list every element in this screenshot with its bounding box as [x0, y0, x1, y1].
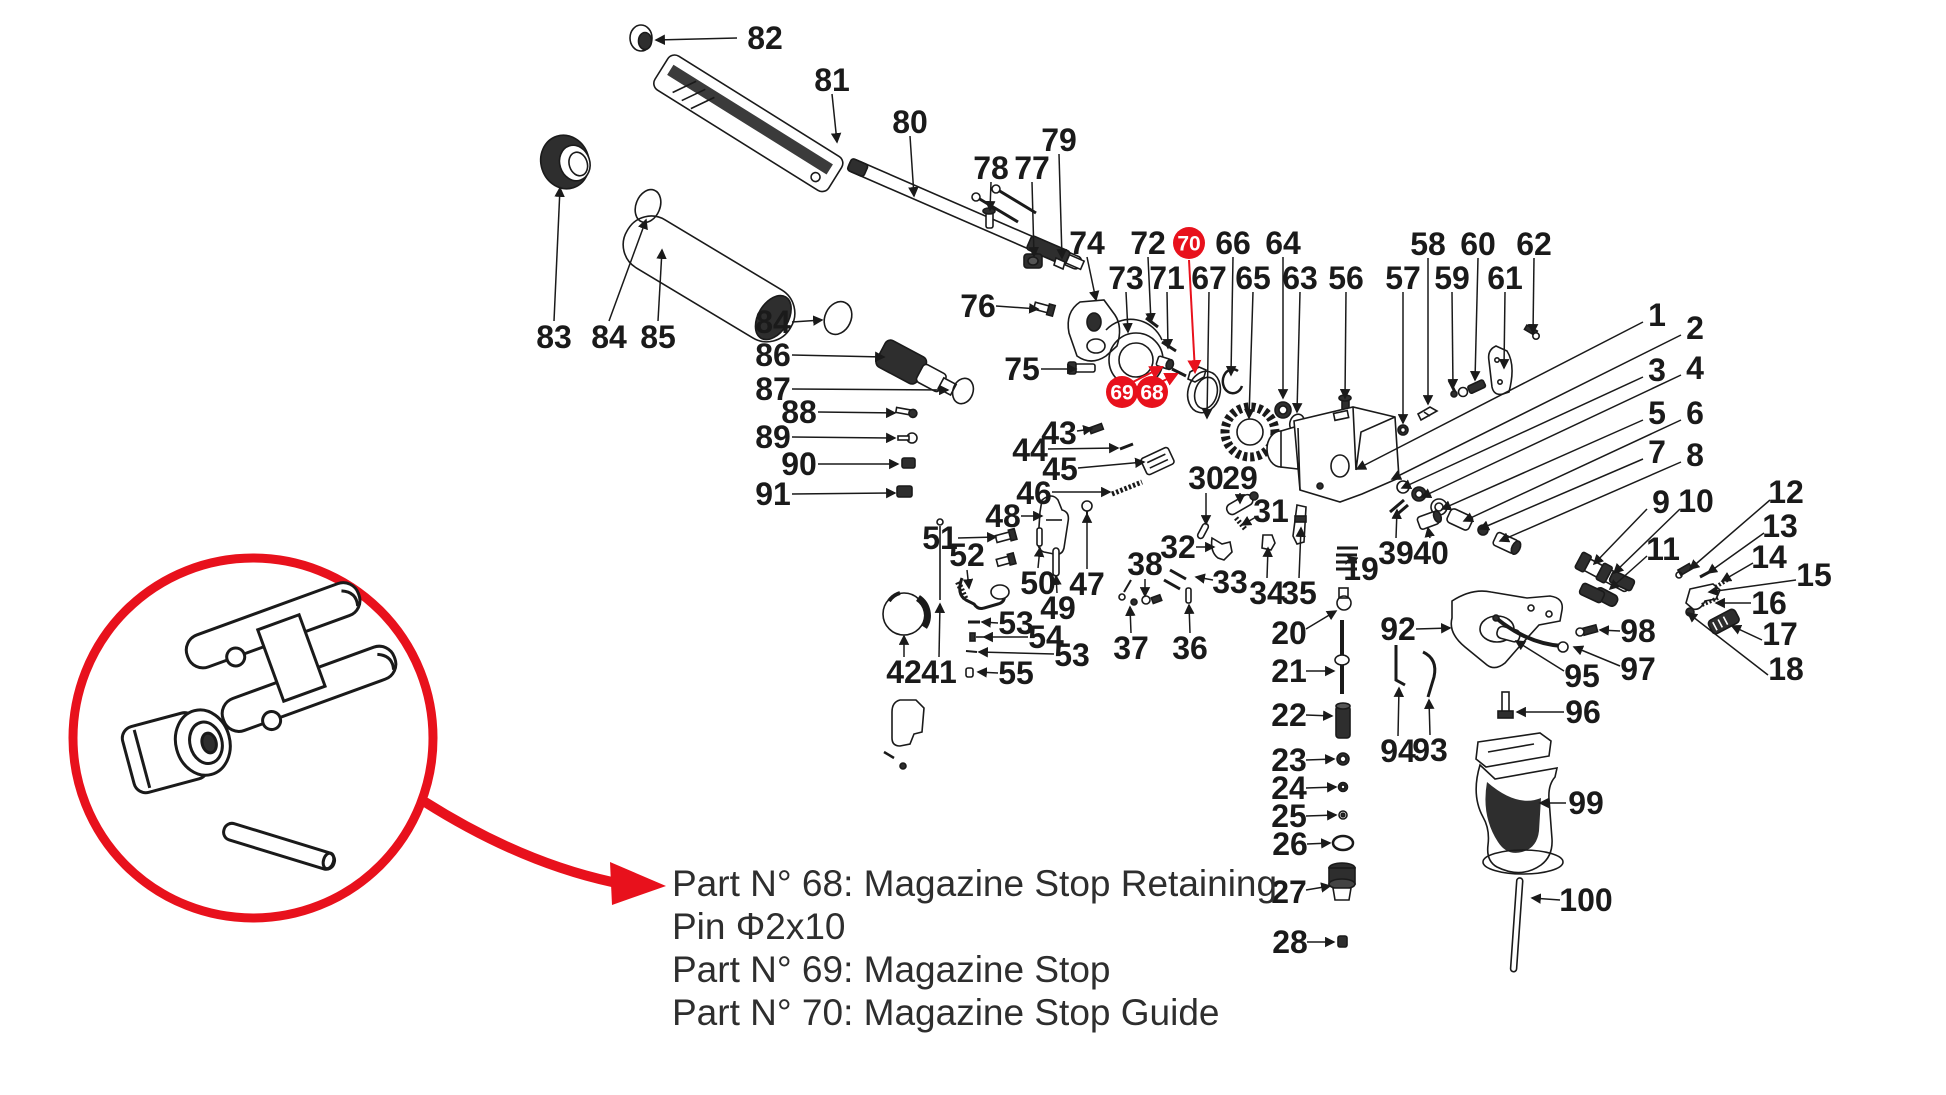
part-label-97: 97: [1620, 651, 1656, 687]
part-label-21: 21: [1271, 653, 1307, 689]
part-label-95: 95: [1564, 658, 1600, 694]
part-label-9: 9: [1652, 484, 1670, 520]
leader-line-81: [832, 94, 837, 142]
part-label-6: 6: [1686, 395, 1704, 431]
part-label-62: 62: [1516, 226, 1552, 262]
part-label-80: 80: [892, 104, 928, 140]
valve-column-drawing: [1329, 548, 1358, 947]
part-label-19: 19: [1343, 551, 1379, 587]
part-label-85: 85: [640, 319, 676, 355]
part-label-78: 78: [973, 150, 1009, 186]
part-label-63: 63: [1282, 260, 1318, 296]
part-label-17: 17: [1762, 616, 1798, 652]
leader-line-98: [1600, 630, 1620, 631]
part-label-12: 12: [1768, 474, 1804, 510]
leader-line-79: [1059, 154, 1062, 258]
grip-drawing: [1476, 733, 1563, 972]
leader-line-65: [1249, 292, 1253, 418]
part-label-51: 51: [922, 520, 958, 556]
leader-line-100: [1532, 898, 1560, 900]
part-label-37: 37: [1113, 630, 1149, 666]
part-label-53: 53: [998, 605, 1034, 641]
leader-line-56: [1345, 292, 1346, 398]
part-label-50: 50: [1020, 565, 1056, 601]
leader-line-86: [792, 355, 884, 357]
part-label-7: 7: [1648, 434, 1666, 470]
part-label-66: 66: [1215, 225, 1251, 261]
leader-line-62: [1533, 258, 1534, 333]
leader-line-93: [1429, 700, 1430, 735]
leader-line-60: [1475, 258, 1478, 380]
leader-line-67: [1207, 292, 1209, 418]
part-label-52: 52: [949, 537, 985, 573]
callout-arrow-tail: [425, 802, 612, 882]
part-label-53: 53: [1054, 637, 1090, 673]
part-label-13: 13: [1762, 508, 1798, 544]
part-label-43: 43: [1041, 415, 1077, 451]
leader-line-41: [939, 604, 940, 657]
leader-line-45: [1078, 462, 1144, 468]
leader-line-91: [792, 493, 895, 494]
part-label-42: 42: [886, 654, 922, 690]
highlight-badge-label-70: 70: [1177, 232, 1201, 256]
leader-line-84: [792, 320, 822, 322]
leader-line-14: [1722, 563, 1753, 581]
part-label-76: 76: [960, 288, 996, 324]
part-label-8: 8: [1686, 437, 1704, 473]
part-label-75: 75: [1004, 351, 1040, 387]
parts-artwork: [534, 25, 1741, 972]
part-label-100: 100: [1559, 882, 1613, 918]
leader-line-23: [1306, 759, 1334, 760]
leader-line-71: [1167, 292, 1168, 348]
part-label-27: 27: [1271, 874, 1307, 910]
part-label-35: 35: [1281, 575, 1317, 611]
part-label-61: 61: [1487, 260, 1523, 296]
leader-line-89: [792, 437, 895, 438]
part-label-18: 18: [1768, 651, 1804, 687]
highlight-badge-label-68: 68: [1140, 381, 1164, 405]
leader-line-22: [1306, 715, 1332, 716]
part-label-14: 14: [1751, 539, 1787, 575]
leader-line-20: [1306, 611, 1336, 629]
highlight-badge-label-69: 69: [1110, 381, 1134, 405]
leader-line-87: [792, 389, 948, 390]
part-label-56: 56: [1328, 260, 1364, 296]
part-label-5: 5: [1648, 395, 1666, 431]
part-label-26: 26: [1272, 826, 1308, 862]
part-label-89: 89: [755, 419, 791, 455]
leader-line-76: [996, 306, 1038, 309]
part-label-25: 25: [1271, 798, 1307, 834]
leader-line-26: [1307, 843, 1330, 844]
part-label-48: 48: [985, 498, 1021, 534]
part-label-81: 81: [814, 62, 850, 98]
magnifier-inset: [73, 558, 666, 918]
part-label-90: 90: [781, 446, 817, 482]
part-label-65: 65: [1235, 260, 1271, 296]
part-label-86: 86: [755, 337, 791, 373]
part-label-83: 83: [536, 319, 572, 355]
leader-line-25: [1306, 815, 1336, 816]
callout-arrow-head: [610, 862, 666, 905]
leader-line-2: [1392, 335, 1681, 479]
leader-line-78: [990, 182, 991, 210]
caption-line-3: Part N° 69: Magazine Stop: [672, 949, 1111, 990]
leader-line-82: [656, 38, 737, 40]
part-label-46: 46: [1016, 475, 1052, 511]
leader-line-66: [1231, 257, 1233, 375]
part-label-93: 93: [1412, 732, 1448, 768]
leader-line-94: [1398, 688, 1399, 736]
part-label-39: 39: [1378, 535, 1414, 571]
leader-line-61: [1504, 292, 1505, 368]
part-label-64: 64: [1265, 225, 1301, 261]
leader-line-39: [1396, 510, 1397, 538]
part-label-36: 36: [1172, 630, 1208, 666]
leader-line-36: [1189, 605, 1190, 633]
leader-line-24: [1306, 787, 1336, 788]
leader-line-74: [1087, 257, 1096, 300]
caption-line-2: Pin Φ2x10: [672, 906, 846, 947]
part-label-1: 1: [1648, 297, 1666, 333]
part-label-28: 28: [1272, 924, 1308, 960]
part-label-79: 79: [1041, 122, 1077, 158]
leader-line-83: [554, 188, 560, 321]
part-label-57: 57: [1385, 260, 1421, 296]
part-label-11: 11: [1646, 531, 1680, 567]
part-label-88: 88: [781, 394, 817, 430]
part-label-72: 72: [1130, 225, 1166, 261]
leader-line-88: [818, 412, 895, 413]
part-label-58: 58: [1410, 226, 1446, 262]
leader-line-53: [982, 622, 998, 623]
part-label-47: 47: [1069, 566, 1105, 602]
part-label-49: 49: [1040, 590, 1076, 626]
part-label-24: 24: [1271, 770, 1307, 806]
leader-line-92: [1416, 628, 1450, 629]
part-label-3: 3: [1648, 352, 1666, 388]
leader-line-9: [1594, 509, 1647, 564]
part-label-59: 59: [1434, 260, 1470, 296]
part-label-60: 60: [1460, 226, 1496, 262]
part-label-20: 20: [1271, 615, 1307, 651]
part-label-23: 23: [1271, 742, 1307, 778]
part-label-33: 33: [1212, 564, 1248, 600]
part-label-87: 87: [755, 371, 791, 407]
part-label-31: 31: [1253, 493, 1289, 529]
part-label-40: 40: [1413, 535, 1449, 571]
leader-line-63: [1297, 292, 1300, 412]
leader-line-55: [978, 672, 998, 673]
part-label-74: 74: [1069, 225, 1105, 261]
caption-line-1: Part N° 68: Magazine Stop Retaining: [672, 863, 1278, 904]
caption-line-4: Part N° 70: Magazine Stop Guide: [672, 992, 1220, 1033]
leader-line-3: [1402, 377, 1643, 488]
leader-line-5: [1442, 420, 1643, 509]
leader-line-73: [1126, 292, 1128, 332]
part-label-22: 22: [1271, 697, 1307, 733]
part-label-34: 34: [1249, 575, 1285, 611]
leader-lines-layer: [554, 38, 1796, 942]
part-label-84: 84: [755, 304, 791, 340]
part-label-92: 92: [1380, 611, 1416, 647]
part-label-96: 96: [1565, 694, 1601, 730]
part-label-84: 84: [591, 319, 627, 355]
leader-line-1: [1357, 322, 1643, 469]
leader-line-7: [1480, 459, 1643, 529]
part-label-82: 82: [747, 20, 783, 56]
leader-line-17: [1732, 626, 1762, 640]
part-label-15: 15: [1796, 557, 1832, 593]
part-label-73: 73: [1108, 260, 1144, 296]
part-label-45: 45: [1042, 451, 1078, 487]
part-label-30: 30: [1188, 460, 1224, 496]
part-label-4: 4: [1686, 350, 1704, 386]
trigger-small-parts-drawing: [1676, 564, 1741, 636]
part-label-55: 55: [998, 655, 1034, 691]
part-label-2: 2: [1686, 310, 1704, 346]
part-label-71: 71: [1149, 260, 1185, 296]
part-label-77: 77: [1014, 150, 1050, 186]
part-label-94: 94: [1380, 733, 1416, 769]
part-label-29: 29: [1222, 460, 1258, 496]
part-label-99: 99: [1568, 785, 1604, 821]
leader-line-33: [1196, 577, 1213, 580]
parts-caption: [672, 862, 1312, 1034]
part-label-32: 32: [1160, 529, 1196, 565]
part-label-38: 38: [1127, 546, 1163, 582]
leader-line-59: [1452, 292, 1453, 388]
part-label-98: 98: [1620, 613, 1656, 649]
part-label-44: 44: [1012, 432, 1048, 468]
part-label-67: 67: [1191, 260, 1227, 296]
part-label-91: 91: [755, 476, 791, 512]
part-label-41: 41: [921, 654, 957, 690]
part-label-16: 16: [1751, 585, 1787, 621]
leader-line-34: [1267, 548, 1268, 578]
part-labels-layer: [536, 20, 1832, 960]
part-label-54: 54: [1028, 619, 1064, 655]
part-label-10: 10: [1678, 483, 1714, 519]
